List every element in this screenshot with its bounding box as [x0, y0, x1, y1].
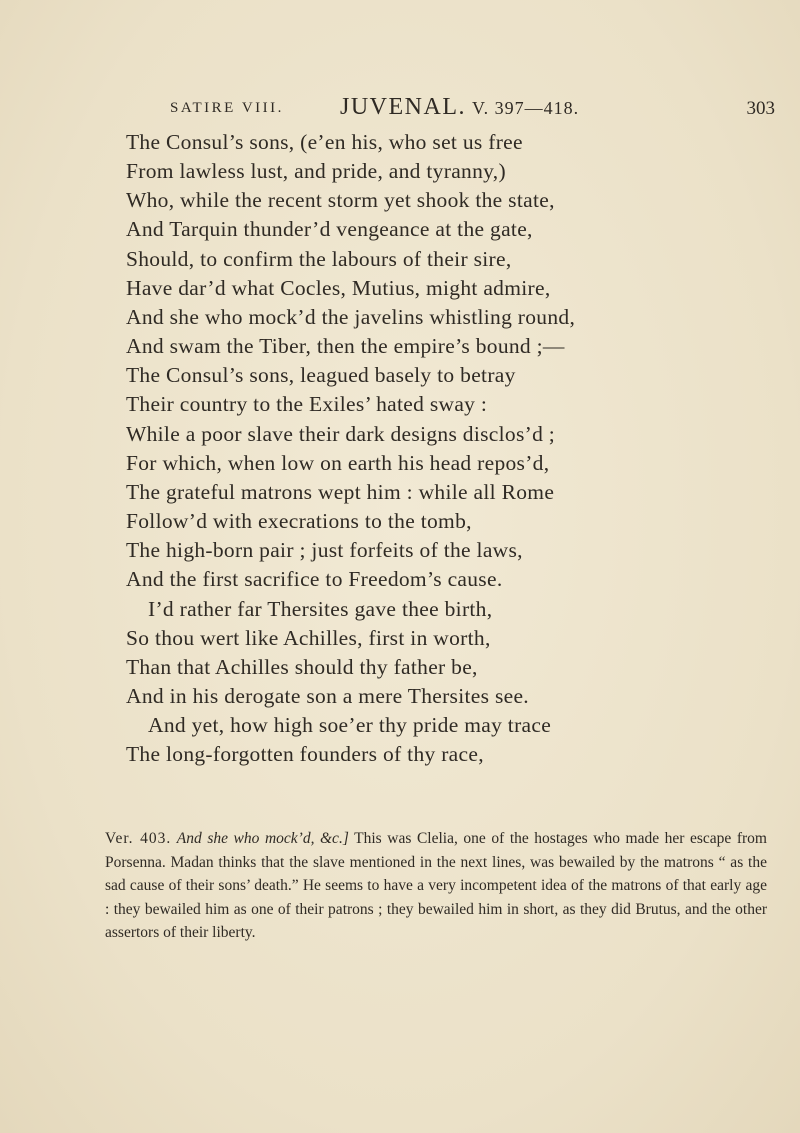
poem-line: And Tarquin thunder’d vengeance at the gate, [126, 217, 533, 242]
poem-line: Than that Achilles should thy father be, [126, 654, 478, 679]
header-title: JUVENAL. [340, 94, 466, 120]
poem-line: The high-born pair ; just forfeits of the laws, [126, 538, 523, 563]
poem-line: And she who mock’d the javelins whistling round, [126, 304, 576, 329]
poem-line: So thou wert like Achilles, first in worth, [126, 625, 491, 650]
poem-line: For which, when low on earth his head repos’d, [126, 450, 550, 475]
poem-line: I’d rather far Thersites gave thee birth, [148, 596, 493, 621]
page-number: 303 [746, 98, 775, 119]
poem-line: The Consul’s sons, leagued basely to betray [126, 363, 516, 388]
poem-line: Should, to confirm the labours of their sire, [126, 246, 512, 271]
poem-line: And in his derogate son a mere Thersites see. [126, 683, 529, 708]
poem-line: The long-forgotten founders of thy race, [126, 742, 484, 767]
poem-line: Have dar’d what Cocles, Mutius, might admire, [126, 275, 551, 300]
poem-line: Who, while the recent storm yet shook the state, [126, 188, 555, 213]
footnote-reference: Ver. 403. [105, 830, 172, 847]
poem-line: Their country to the Exiles’ hated sway : [126, 392, 488, 417]
footnote-text: This was Clelia, one of the hostages who made her escape from Porsenna. Madan thinks that the slave mentioned in the next lines, was bewailed by the matrons “ as the sad cause of their sons’ death.” He seems to have a very incompetent idea of the matrons of that early age : they bewailed him as one of their patrons ; they bewailed him in short, as they did Brutus, and the other assertors of their liberty. [105, 830, 767, 941]
poem-line: Follow’d with execrations to the tomb, [126, 509, 472, 534]
poem-line: While a poor slave their dark designs disclos’d ; [126, 421, 556, 446]
poem-line: The grateful matrons wept him : while all Rome [126, 479, 555, 504]
poem-line: And yet, how high soe’er thy pride may trace [148, 713, 552, 738]
poem-line: And the first sacrifice to Freedom’s cause. [126, 567, 503, 592]
poem-line: And swam the Tiber, then the empire’s bound ;— [126, 334, 565, 359]
poem-line: From lawless lust, and pride, and tyranny,) [126, 159, 506, 184]
footnote-citation: And she who mock’d, &c.] [176, 830, 349, 847]
header-section: SATIRE VIII. [170, 100, 284, 116]
header-verse-range: V. 397—418. [472, 98, 580, 118]
poem-text [126, 128, 766, 769]
poem-line: The Consul’s sons, (e’en his, who set us free [126, 130, 523, 154]
footnote [105, 827, 767, 945]
running-header [170, 94, 775, 124]
